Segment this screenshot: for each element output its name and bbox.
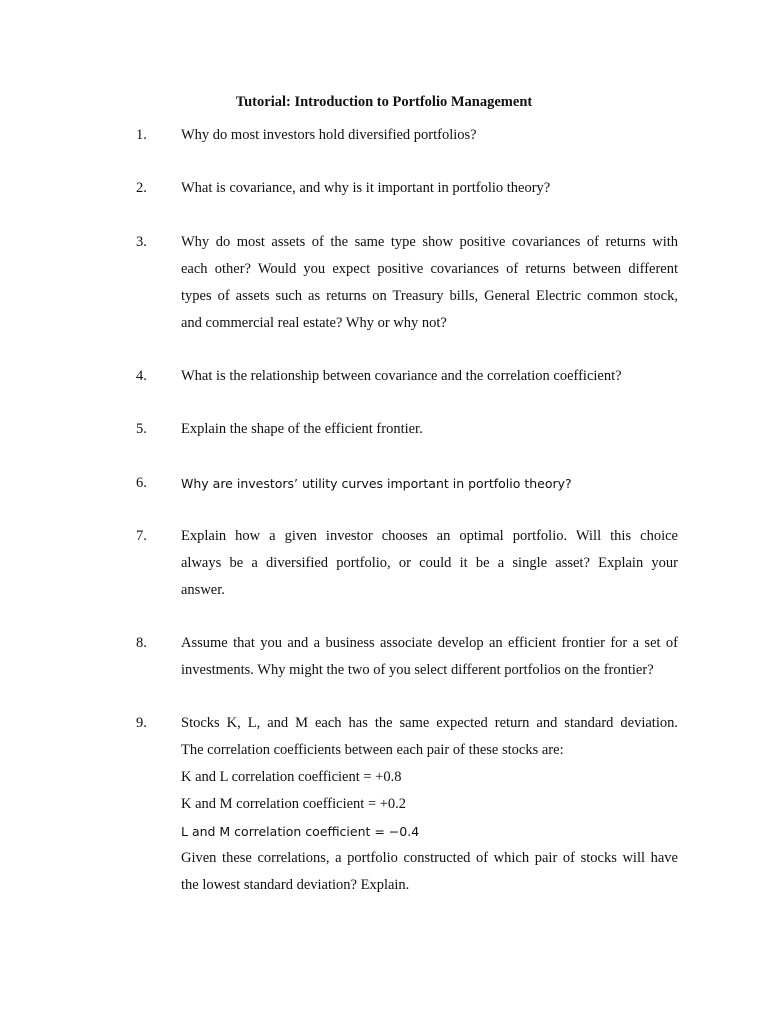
question-line: What is covariance, and why is it important in portfolio theory? bbox=[181, 180, 551, 196]
question-line: Why do most assets of the same type show positive covariances of returns with bbox=[181, 234, 678, 250]
question-number: 2. bbox=[136, 180, 147, 196]
question-text bbox=[181, 122, 678, 149]
question-number: 6. bbox=[136, 475, 147, 491]
question-text bbox=[181, 710, 678, 899]
question-number: 1. bbox=[136, 127, 147, 143]
question-text bbox=[181, 523, 678, 604]
question-number: 5. bbox=[136, 421, 147, 437]
question-text bbox=[181, 363, 678, 390]
question-line: types of assets such as returns on Treasury bills, General Electric common stock, bbox=[181, 288, 678, 304]
question-text bbox=[181, 470, 678, 497]
question-line: investments. Why might the two of you select different portfolios on the frontier? bbox=[181, 662, 654, 678]
question-line: K and L correlation coefficient = +0.8 bbox=[181, 769, 402, 785]
question-line: Why do most investors hold diversified portfolios? bbox=[181, 127, 477, 143]
question-line: K and M correlation coefficient = +0.2 bbox=[181, 796, 407, 812]
question-text bbox=[181, 229, 678, 337]
question-line: always be a diversified portfolio, or could it be a single asset? Explain your bbox=[181, 555, 678, 571]
question-line: Assume that you and a business associate develop an efficient frontier for a set of bbox=[181, 635, 678, 651]
question-text bbox=[181, 416, 678, 443]
question-number: 9. bbox=[136, 715, 147, 731]
question-line: answer. bbox=[181, 582, 225, 598]
question-number: 7. bbox=[136, 528, 147, 544]
question-line: What is the relationship between covariance and the correlation coefficient? bbox=[181, 368, 622, 384]
question-text bbox=[181, 630, 678, 684]
question-number: 8. bbox=[136, 635, 147, 651]
question-number: 4. bbox=[136, 368, 147, 384]
question-line: Why are investors’ utility curves important in portfolio theory? bbox=[181, 476, 572, 491]
question-line: each other? Would you expect positive covariances of returns between different bbox=[181, 261, 678, 277]
document-title: Tutorial: Introduction to Portfolio Management bbox=[235, 94, 533, 110]
question-line: Given these correlations, a portfolio constructed of which pair of stocks will have bbox=[181, 850, 678, 866]
question-line: Explain the shape of the efficient frontier. bbox=[181, 421, 423, 437]
question-line: Explain how a given investor chooses an optimal portfolio. Will this choice bbox=[181, 528, 678, 544]
question-line: and commercial real estate? Why or why not? bbox=[181, 315, 447, 331]
question-line: Stocks K, L, and M each has the same expected return and standard deviation. bbox=[181, 715, 678, 731]
question-line: the lowest standard deviation? Explain. bbox=[181, 877, 410, 893]
question-number: 3. bbox=[136, 234, 147, 250]
question-text bbox=[181, 175, 678, 202]
question-line: The correlation coefficients between each pair of these stocks are: bbox=[181, 742, 564, 758]
question-line: L and M correlation coefficient = −0.4 bbox=[181, 824, 420, 839]
